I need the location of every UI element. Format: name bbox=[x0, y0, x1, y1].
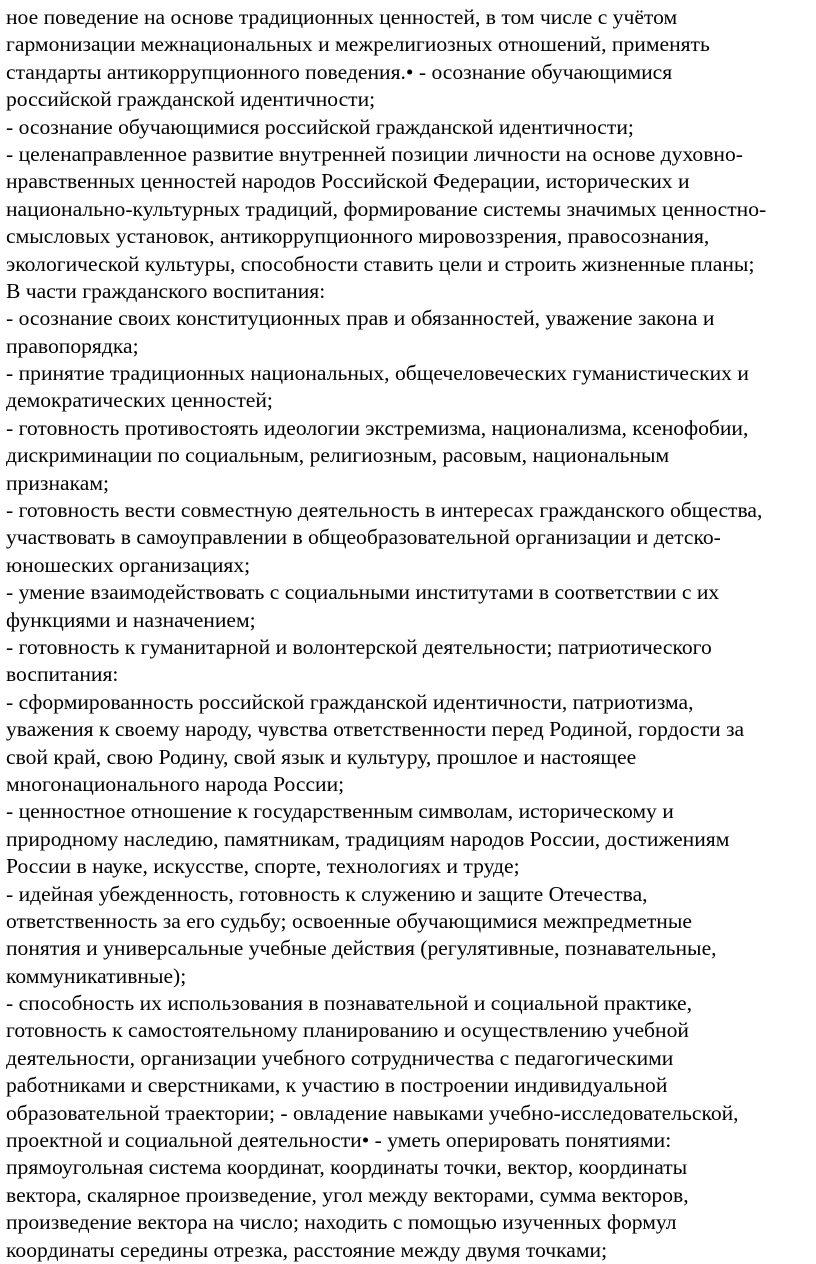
text-line: национально-культурных традиций, формирование системы значимых ценностно- bbox=[6, 196, 767, 221]
text-line: смысловых установок, антикоррупционного мировоззрения, правосознания, bbox=[6, 224, 710, 249]
text-line: готовность к самостоятельному планированию и осуществлению учебной bbox=[6, 1018, 689, 1043]
text-line: - осознание обучающимися российской гражданской идентичности; bbox=[6, 114, 634, 139]
text-line: российской гражданской идентичности; bbox=[6, 87, 376, 112]
text-line: воспитания: bbox=[6, 662, 119, 687]
text-line: правопорядка; bbox=[6, 333, 139, 358]
text-line: коммуникативные); bbox=[6, 963, 187, 988]
text-line: признакам; bbox=[6, 470, 109, 495]
text-line: координаты середины отрезка, расстояние между двумя точками; bbox=[6, 1237, 608, 1262]
text-line: стандарты антикоррупционного поведения.• - осознание обучающимися bbox=[6, 59, 673, 84]
text-line: - умение взаимодействовать с социальными институтами в соответствии с их bbox=[6, 580, 720, 605]
text-line: понятия и универсальные учебные действия (регулятивные, познавательные, bbox=[6, 936, 717, 961]
text-line: образовательной траектории; - овладение навыками учебно-исследовательской, bbox=[6, 1100, 739, 1125]
text-line: произведение вектора на число; находить с помощью изученных формул bbox=[6, 1210, 677, 1235]
text-line: уважения к своему народу, чувства ответственности перед Родиной, гордости за bbox=[6, 717, 745, 742]
text-line: - готовность противостоять идеологии экстремизма, национализма, ксенофобии, bbox=[6, 415, 749, 440]
text-line: природному наследию, памятникам, традициям народов России, достижениям bbox=[6, 826, 730, 851]
text-line: участвовать в самоуправлении в общеобразовательной организации и детско- bbox=[6, 525, 721, 550]
text-line: работниками и сверстниками, к участию в построении индивидуальной bbox=[6, 1073, 668, 1098]
text-line: - способность их использования в познавательной и социальной практике, bbox=[6, 991, 693, 1016]
text-line: - осознание своих конституционных прав и обязанностей, уважение закона и bbox=[6, 306, 715, 331]
text-line: России в науке, искусстве, спорте, технологиях и труде; bbox=[6, 854, 520, 879]
text-line: проектной и социальной деятельности• - уметь оперировать понятиями: bbox=[6, 1128, 672, 1153]
text-line: ответственность за его судьбу; освоенные обучающимися межпредметные bbox=[6, 908, 692, 933]
section-heading: В части гражданского воспитания: bbox=[6, 278, 326, 303]
text-line: - готовность вести совместную деятельность в интересах гражданского общества, bbox=[6, 498, 763, 523]
text-line: - сформированность российской гражданской идентичности, патриотизма, bbox=[6, 689, 694, 714]
text-line: - готовность к гуманитарной и волонтерской деятельности; патриотического bbox=[6, 634, 712, 659]
text-line: - принятие традиционных национальных, общечеловеческих гуманистических и bbox=[6, 361, 749, 386]
text-line: свой край, свою Родину, свой язык и культуру, прошлое и настоящее bbox=[6, 744, 637, 769]
text-line: ное поведение на основе традиционных ценностей, в том числе с учётом bbox=[6, 5, 678, 29]
text-line: - ценностное отношение к государственным символам, историческому и bbox=[6, 799, 674, 824]
text-line: гармонизации межнациональных и межрелигиозных отношений, применять bbox=[6, 32, 710, 57]
text-line: демократических ценностей; bbox=[6, 388, 273, 413]
text-line: многонационального народа России; bbox=[6, 771, 345, 796]
text-line: нравственных ценностей народов Российской Федерации, исторических и bbox=[6, 169, 690, 194]
text-line: деятельности, организации учебного сотрудничества с педагогическими bbox=[6, 1045, 674, 1070]
text-line: дискриминации по социальным, религиозным, расовым, национальным bbox=[6, 443, 670, 468]
text-line: функциями и назначением; bbox=[6, 607, 256, 632]
document-text bbox=[6, 4, 810, 1264]
text-line: прямоугольная система координат, координаты точки, вектор, координаты bbox=[6, 1155, 688, 1180]
text-line: - идейная убежденность, готовность к служению и защите Отечества, bbox=[6, 881, 648, 906]
text-line: юношеских организациях; bbox=[6, 552, 251, 577]
text-line: - целенаправленное развитие внутренней позиции личности на основе духовно- bbox=[6, 141, 743, 166]
text-line: вектора, скалярное произведение, угол между векторами, сумма векторов, bbox=[6, 1182, 689, 1207]
text-line: экологической культуры, способности ставить цели и строить жизненные планы; bbox=[6, 251, 755, 276]
